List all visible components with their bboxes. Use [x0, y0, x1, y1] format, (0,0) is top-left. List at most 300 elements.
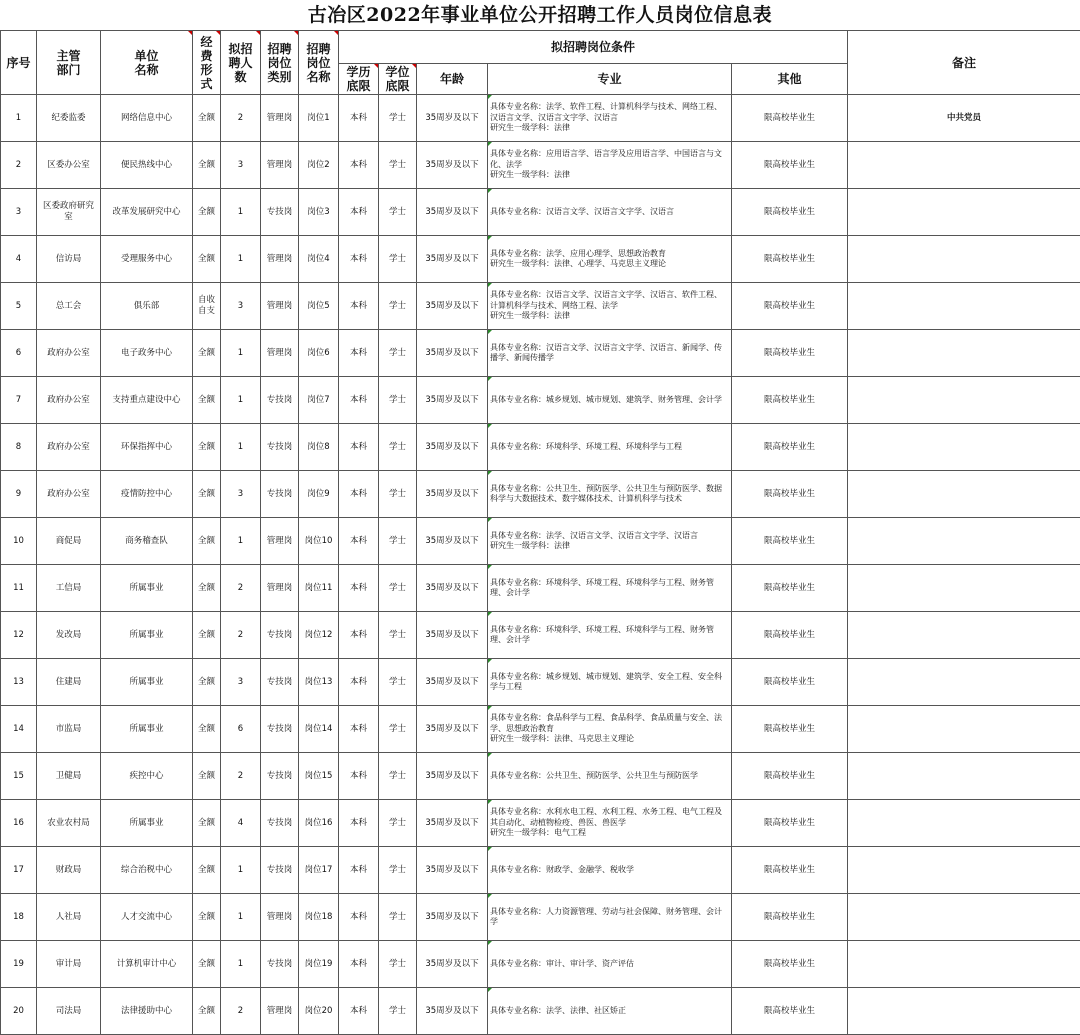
cell-other: [732, 518, 848, 565]
table-row: [1, 847, 1080, 894]
cell-remark: [848, 330, 1080, 377]
cell-num-text: 2: [238, 583, 243, 593]
cell-degree-text: 学士: [389, 254, 406, 264]
cell-num-text: 2: [238, 771, 243, 781]
cell-major: [488, 565, 732, 612]
cell-other-text: 限高校毕业生: [764, 724, 815, 734]
cell-category-text: 专技岗: [267, 442, 293, 452]
cell-major-text: 具体专业名称：应用语言学、语言学及应用语言学、中国语言与文化、法学 研究生一级学科：法律: [490, 149, 722, 179]
cell-num-text: 1: [238, 395, 243, 405]
cell-degree: [379, 612, 417, 659]
table-row: [1, 189, 1080, 236]
cell-num-text: 1: [238, 536, 243, 546]
cell-age-text: 35周岁及以下: [425, 1006, 478, 1016]
cell-age: [417, 142, 488, 189]
cell-unit-text: 计算机审计中心: [117, 959, 177, 969]
cell-category-text: 专技岗: [267, 207, 293, 217]
cell-other: [732, 988, 848, 1035]
cell-age-text: 35周岁及以下: [425, 489, 478, 499]
cell-unit: [101, 941, 193, 988]
table-row: [1, 283, 1080, 330]
cell-major-text: 具体专业名称：汉语言文学、汉语言文字学、汉语言: [490, 207, 674, 216]
cell-degree: [379, 471, 417, 518]
cell-degree-text: 学士: [389, 395, 406, 405]
cell-edu: [339, 189, 379, 236]
cell-fund-text: 全额: [197, 630, 217, 641]
cell-major: [488, 236, 732, 283]
cell-num-text: 1: [238, 865, 243, 875]
cell-age: [417, 894, 488, 941]
cell-num: [221, 142, 261, 189]
cell-major-text: 具体专业名称：城乡规划、城市规划、建筑学、财务管理、会计学: [490, 395, 722, 404]
cell-remark: [848, 894, 1080, 941]
cell-age: [417, 236, 488, 283]
cell-unit: [101, 377, 193, 424]
cell-category-text: 管理岗: [267, 113, 293, 123]
cell-edu: [339, 518, 379, 565]
cell-age: [417, 847, 488, 894]
cell-remark: [848, 283, 1080, 330]
header-num: [221, 31, 261, 95]
cell-other-text: 限高校毕业生: [764, 677, 815, 687]
cell-seq: [1, 941, 37, 988]
cell-seq: [1, 142, 37, 189]
cell-unit-text: 疾控中心: [129, 771, 163, 781]
cell-post: [299, 471, 339, 518]
cell-dept-text: 政府办公室: [47, 395, 90, 406]
cell-remark: [848, 471, 1080, 518]
cell-other-text: 限高校毕业生: [764, 207, 815, 217]
header-dept-label: 主管部门: [54, 49, 84, 77]
cell-unit: [101, 847, 193, 894]
cell-other: [732, 236, 848, 283]
cell-other-text: 限高校毕业生: [764, 489, 815, 499]
cell-category-text: 管理岗: [267, 1006, 293, 1016]
cell-dept: [37, 283, 101, 330]
cell-major-text: 具体专业名称：水利水电工程、水利工程、水务工程、电气工程及其自动化、动植物检疫、兽医、兽医学 研究生一级学科：电气工程: [490, 807, 722, 837]
header-edu-label: 学历底限: [345, 65, 373, 93]
cell-post: [299, 753, 339, 800]
cell-post-text: 岗位9: [307, 489, 329, 499]
cell-age-text: 35周岁及以下: [425, 912, 478, 922]
cell-fund-text: 全额: [197, 348, 217, 359]
cell-other-text: 限高校毕业生: [764, 771, 815, 781]
cell-num-text: 3: [238, 160, 243, 170]
cell-unit-text: 所属事业: [129, 724, 163, 734]
cell-unit: [101, 95, 193, 142]
cell-remark: [848, 753, 1080, 800]
cell-unit-text: 改革发展研究中心: [112, 207, 180, 217]
cell-fund: [193, 706, 221, 753]
cell-unit: [101, 283, 193, 330]
cell-other: [732, 612, 848, 659]
cell-major-text: 具体专业名称：环境科学、环境工程、环境科学与工程、财务管理、会计学: [490, 625, 714, 645]
cell-dept-text: 总工会: [56, 301, 82, 312]
cell-age-text: 35周岁及以下: [425, 113, 478, 123]
header-post: [299, 31, 339, 95]
cell-major-text: 具体专业名称：环境科学、环境工程、环境科学与工程、财务管理、会计学: [490, 578, 714, 598]
cell-dept-text: 政府办公室: [47, 489, 90, 500]
cell-category: [261, 894, 299, 941]
cell-other: [732, 800, 848, 847]
cell-age: [417, 753, 488, 800]
cell-degree-text: 学士: [389, 630, 406, 640]
cell-num-text: 6: [238, 724, 243, 734]
cell-degree-text: 学士: [389, 301, 406, 311]
cell-seq-text: 14: [13, 724, 24, 734]
cell-num-text: 1: [238, 912, 243, 922]
cell-fund: [193, 753, 221, 800]
cell-major-text: 具体专业名称：城乡规划、城市规划、建筑学、安全工程、安全科学与工程: [490, 672, 722, 692]
cell-post-text: 岗位3: [307, 207, 329, 217]
cell-unit-text: 环保指挥中心: [121, 442, 172, 452]
cell-dept: [37, 659, 101, 706]
cell-degree-text: 学士: [389, 771, 406, 781]
cell-seq: [1, 565, 37, 612]
cell-category: [261, 330, 299, 377]
cell-fund-text: 全额: [197, 442, 217, 453]
cell-age-text: 35周岁及以下: [425, 254, 478, 264]
cell-age-text: 35周岁及以下: [425, 959, 478, 969]
cell-unit: [101, 142, 193, 189]
cell-seq: [1, 612, 37, 659]
cell-age-text: 35周岁及以下: [425, 818, 478, 828]
cell-seq-text: 1: [16, 113, 21, 123]
cell-num: [221, 800, 261, 847]
cell-post: [299, 847, 339, 894]
cell-dept-text: 区委办公室: [47, 160, 90, 171]
cell-major: [488, 95, 732, 142]
cell-seq-text: 19: [13, 959, 24, 969]
header-dept: [37, 31, 101, 95]
cell-post-text: 岗位13: [305, 677, 333, 687]
cell-post: [299, 236, 339, 283]
cell-num: [221, 424, 261, 471]
cell-fund-text: 全额: [197, 1006, 217, 1017]
cell-fund-text: 全额: [197, 724, 217, 735]
cell-age-text: 35周岁及以下: [425, 160, 478, 170]
table-row: [1, 659, 1080, 706]
table-row: [1, 142, 1080, 189]
cell-other: [732, 424, 848, 471]
cell-post: [299, 283, 339, 330]
cell-edu-text: 本科: [350, 254, 367, 264]
cell-edu-text: 本科: [350, 113, 367, 123]
cell-category: [261, 706, 299, 753]
cell-degree: [379, 283, 417, 330]
cell-num-text: 2: [238, 630, 243, 640]
cell-category: [261, 988, 299, 1035]
cell-major: [488, 894, 732, 941]
cell-other-text: 限高校毕业生: [764, 818, 815, 828]
cell-edu-text: 本科: [350, 959, 367, 969]
cell-dept: [37, 753, 101, 800]
cell-unit-text: 受理服务中心: [121, 254, 172, 264]
cell-degree-text: 学士: [389, 1006, 406, 1016]
cell-remark: [848, 424, 1080, 471]
cell-dept: [37, 941, 101, 988]
cell-age-text: 35周岁及以下: [425, 536, 478, 546]
table-row: [1, 612, 1080, 659]
cell-fund: [193, 424, 221, 471]
cell-remark: [848, 659, 1080, 706]
cell-unit-text: 商务稽查队: [125, 536, 168, 546]
cell-fund-text: 全额: [197, 207, 217, 218]
cell-remark: [848, 706, 1080, 753]
cell-degree: [379, 377, 417, 424]
cell-other: [732, 189, 848, 236]
cell-edu-text: 本科: [350, 630, 367, 640]
cell-edu: [339, 800, 379, 847]
cell-unit: [101, 424, 193, 471]
cell-other: [732, 283, 848, 330]
cell-age: [417, 706, 488, 753]
cell-num: [221, 988, 261, 1035]
cell-unit-text: 俱乐部: [134, 301, 160, 311]
cell-dept-text: 商促局: [56, 536, 82, 547]
cell-num: [221, 377, 261, 424]
cell-fund: [193, 142, 221, 189]
cell-age: [417, 424, 488, 471]
cell-num-text: 3: [238, 301, 243, 311]
cell-degree: [379, 189, 417, 236]
cell-other-text: 限高校毕业生: [764, 395, 815, 405]
cell-unit-text: 所属事业: [129, 677, 163, 687]
cell-category-text: 专技岗: [267, 959, 293, 969]
cell-unit-text: 所属事业: [129, 630, 163, 640]
cell-category: [261, 800, 299, 847]
cell-major-text: 具体专业名称：食品科学与工程、食品科学、食品质量与安全、法学、思想政治教育 研究生一级学科：法律、马克思主义理论: [490, 713, 722, 743]
cell-category-text: 管理岗: [267, 254, 293, 264]
cell-post: [299, 189, 339, 236]
cell-fund: [193, 800, 221, 847]
cell-seq: [1, 471, 37, 518]
cell-fund-text: 全额: [197, 113, 217, 124]
cell-unit: [101, 518, 193, 565]
cell-seq-text: 7: [16, 395, 21, 405]
cell-edu: [339, 706, 379, 753]
cell-seq-text: 6: [16, 348, 21, 358]
cell-major: [488, 142, 732, 189]
cell-unit-text: 综合治税中心: [121, 865, 172, 875]
cell-other-text: 限高校毕业生: [764, 1006, 815, 1016]
cell-seq: [1, 518, 37, 565]
cell-degree: [379, 659, 417, 706]
cell-age: [417, 659, 488, 706]
cell-major-text: 具体专业名称：法学、汉语言文学、汉语言文字学、汉语言 研究生一级学科：法律: [490, 531, 698, 551]
cell-degree-text: 学士: [389, 583, 406, 593]
cell-remark: [848, 847, 1080, 894]
header-unit-label: 单位名称: [132, 49, 162, 77]
cell-unit: [101, 471, 193, 518]
cell-major-text: 具体专业名称：公共卫生、预防医学、公共卫生与预防医学: [490, 771, 698, 780]
cell-major-text: 具体专业名称：法学、软件工程、计算机科学与技术、网络工程、汉语言文学、汉语言文字学、汉语言 研究生一级学科：法律: [490, 102, 722, 132]
cell-unit: [101, 565, 193, 612]
cell-post: [299, 424, 339, 471]
cell-dept-text: 住建局: [56, 677, 82, 688]
cell-major: [488, 847, 732, 894]
cell-major: [488, 612, 732, 659]
cell-fund-text: 全额: [197, 160, 217, 171]
cell-num-text: 1: [238, 254, 243, 264]
cell-category: [261, 95, 299, 142]
cell-fund-text: 全额: [197, 771, 217, 782]
cell-dept: [37, 565, 101, 612]
cell-edu: [339, 659, 379, 706]
cell-post-text: 岗位1: [307, 113, 329, 123]
job-info-table: [0, 30, 1080, 1035]
cell-unit-text: 所属事业: [129, 583, 163, 593]
cell-dept: [37, 377, 101, 424]
cell-fund: [193, 612, 221, 659]
cell-major-text: 具体专业名称：公共卫生、预防医学、公共卫生与预防医学、数据科学与大数据技术、数字媒体技术、计算机科学与技术: [490, 484, 722, 504]
cell-category: [261, 659, 299, 706]
cell-edu: [339, 142, 379, 189]
cell-degree: [379, 424, 417, 471]
cell-dept-text: 区委政府研究室: [39, 201, 98, 223]
cell-major-text: 具体专业名称：财政学、金融学、税收学: [490, 865, 634, 874]
cell-major: [488, 377, 732, 424]
cell-category-text: 专技岗: [267, 724, 293, 734]
cell-remark: [848, 612, 1080, 659]
cell-fund-text: 全额: [197, 865, 217, 876]
header-degree-label: 学位底限: [384, 65, 412, 93]
cell-other-text: 限高校毕业生: [764, 348, 815, 358]
cell-seq-text: 2: [16, 160, 21, 170]
cell-dept-text: 司法局: [56, 1006, 82, 1017]
cell-category: [261, 471, 299, 518]
cell-post: [299, 941, 339, 988]
cell-fund: [193, 471, 221, 518]
cell-age: [417, 941, 488, 988]
cell-edu: [339, 988, 379, 1035]
cell-remark: [848, 941, 1080, 988]
cell-post: [299, 800, 339, 847]
cell-edu-text: 本科: [350, 536, 367, 546]
cell-post: [299, 565, 339, 612]
cell-seq-text: 5: [16, 301, 21, 311]
cell-category: [261, 565, 299, 612]
table-row: [1, 753, 1080, 800]
cell-unit: [101, 753, 193, 800]
cell-major-text: 具体专业名称：汉语言文学、汉语言文字学、汉语言、新闻学、传播学、新闻传播学: [490, 343, 722, 363]
cell-num: [221, 753, 261, 800]
cell-category-text: 专技岗: [267, 395, 293, 405]
cell-seq-text: 3: [16, 207, 21, 217]
cell-edu: [339, 941, 379, 988]
cell-unit-text: 人才交流中心: [121, 912, 172, 922]
cell-dept-text: 工信局: [56, 583, 82, 594]
cell-dept: [37, 189, 101, 236]
cell-num: [221, 330, 261, 377]
cell-unit: [101, 800, 193, 847]
cell-other: [732, 565, 848, 612]
cell-seq: [1, 894, 37, 941]
cell-dept-text: 信访局: [56, 254, 82, 265]
cell-num: [221, 847, 261, 894]
cell-degree-text: 学士: [389, 348, 406, 358]
cell-degree-text: 学士: [389, 160, 406, 170]
cell-fund-text: 全额: [197, 818, 217, 829]
cell-category: [261, 236, 299, 283]
cell-unit: [101, 706, 193, 753]
cell-major: [488, 424, 732, 471]
cell-post-text: 岗位16: [305, 818, 333, 828]
table-row: [1, 800, 1080, 847]
cell-dept: [37, 471, 101, 518]
cell-other: [732, 894, 848, 941]
cell-dept: [37, 847, 101, 894]
cell-major-text: 具体专业名称：法学、法律、社区矫正: [490, 1006, 626, 1015]
cell-post: [299, 95, 339, 142]
cell-age-text: 35周岁及以下: [425, 630, 478, 640]
cell-unit-text: 网络信息中心: [121, 113, 172, 123]
cell-num: [221, 612, 261, 659]
cell-major-text: 具体专业名称：人力资源管理、劳动与社会保障、财务管理、会计学: [490, 907, 722, 927]
cell-unit: [101, 236, 193, 283]
header-post-label: 招聘岗位名称: [305, 42, 333, 84]
cell-remark: [848, 377, 1080, 424]
cell-post: [299, 612, 339, 659]
cell-degree-text: 学士: [389, 912, 406, 922]
cell-num-text: 4: [238, 818, 243, 828]
cell-other-text: 限高校毕业生: [764, 536, 815, 546]
cell-unit-text: 便民热线中心: [121, 160, 172, 170]
cell-category: [261, 142, 299, 189]
cell-degree: [379, 518, 417, 565]
cell-post: [299, 706, 339, 753]
cell-num: [221, 189, 261, 236]
cell-seq-text: 11: [13, 583, 24, 593]
cell-edu-text: 本科: [350, 1006, 367, 1016]
cell-other-text: 限高校毕业生: [764, 254, 815, 264]
cell-remark: [848, 236, 1080, 283]
cell-category-text: 管理岗: [267, 583, 293, 593]
table-row: [1, 424, 1080, 471]
cell-remark: [848, 565, 1080, 612]
cell-num-text: 3: [238, 489, 243, 499]
cell-degree-text: 学士: [389, 677, 406, 687]
cell-fund: [193, 377, 221, 424]
cell-post-text: 岗位20: [305, 1006, 333, 1016]
cell-dept: [37, 800, 101, 847]
cell-unit-text: 支持重点建设中心: [112, 395, 180, 405]
cell-num: [221, 95, 261, 142]
cell-dept: [37, 330, 101, 377]
cell-unit-text: 法律援助中心: [121, 1006, 172, 1016]
cell-category: [261, 612, 299, 659]
cell-seq: [1, 283, 37, 330]
cell-age: [417, 518, 488, 565]
cell-post-text: 岗位7: [307, 395, 329, 405]
cell-post-text: 岗位15: [305, 771, 333, 781]
cell-fund: [193, 330, 221, 377]
cell-num-text: 2: [238, 113, 243, 123]
header-category: [261, 31, 299, 95]
cell-other-text: 限高校毕业生: [764, 912, 815, 922]
cell-dept-text: 市监局: [56, 724, 82, 735]
cell-seq: [1, 236, 37, 283]
table-row: [1, 95, 1080, 142]
table-row: [1, 565, 1080, 612]
cell-seq-text: 9: [16, 489, 21, 499]
cell-major: [488, 706, 732, 753]
cell-other-text: 限高校毕业生: [764, 630, 815, 640]
cell-degree: [379, 941, 417, 988]
cell-seq-text: 16: [13, 818, 24, 828]
cell-remark: [848, 518, 1080, 565]
table-body: [1, 95, 1080, 1035]
